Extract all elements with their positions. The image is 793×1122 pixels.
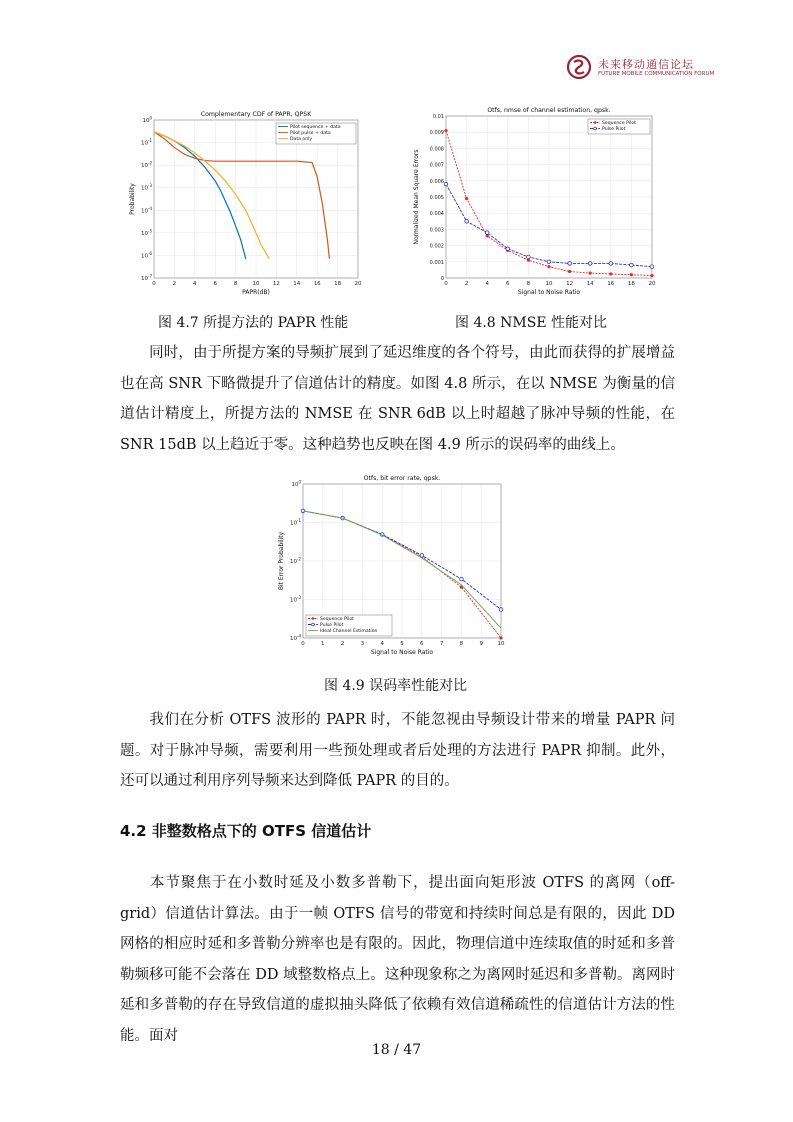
legend-label: Pulse Pilot [320, 623, 344, 628]
x-tick-label: 10 [252, 281, 260, 287]
y-tick-label: $10^{-2}$ [141, 160, 152, 170]
x-tick-label: 0 [152, 281, 156, 287]
x-tick-label: 5 [400, 641, 404, 647]
x-tick-label: 2 [172, 281, 177, 287]
x-tick-label: 18 [334, 281, 342, 287]
x-axis-label: Signal to Noise Ratio [517, 289, 581, 296]
data-point [650, 265, 654, 269]
y-tick-label: $10^{-1}$ [141, 138, 152, 147]
x-tick-label: 4 [380, 641, 384, 647]
y-tick-label: 0.008 [429, 146, 444, 153]
y-tick-label: $10^{-1}$ [290, 518, 301, 527]
legend-label: Data only [290, 137, 313, 142]
data-point [465, 197, 468, 200]
legend-label: Pilot pulse + data [290, 131, 331, 136]
data-point [444, 129, 447, 132]
fig49-caption: 图 4.9 误码率性能对比 [324, 678, 468, 694]
logo-text-cn: 未来移动通信论坛 [598, 58, 694, 71]
x-tick-label: 1 [321, 641, 325, 647]
y-tick-label: $10^{-5}$ [141, 228, 152, 237]
legend-label: Pulse Pilot [602, 127, 626, 132]
y-tick-label: 0.006 [429, 178, 444, 185]
data-point [609, 272, 612, 275]
x-tick-label: 20 [648, 281, 656, 287]
data-point [547, 260, 551, 264]
y-axis-label: Probability [129, 183, 136, 215]
y-tick-label: 0.007 [429, 162, 444, 169]
y-tick-label: $10^{-3}$ [141, 183, 152, 192]
x-tick-label: 0 [301, 641, 305, 647]
y-tick-label: $10^{-2}$ [290, 556, 301, 565]
data-point [485, 231, 489, 235]
x-tick-label: 18 [627, 281, 635, 287]
x-tick-label: 8 [233, 281, 238, 287]
y-tick-label: 0.005 [429, 195, 444, 201]
y-tick-label: $10^{-4}$ [141, 205, 152, 215]
x-axis-label: PAPR(dB) [242, 289, 270, 296]
data-point [444, 182, 448, 186]
y-tick-label: 0.009 [429, 130, 444, 137]
y-tick-label: 0.001 [429, 259, 444, 266]
x-tick-label: 6 [420, 641, 424, 647]
legend-label: Sequence Pilot [602, 121, 636, 126]
x-tick-label: 9 [479, 641, 483, 647]
y-tick-label: 0.003 [429, 227, 444, 234]
y-tick-label: $10^{-4}$ [290, 633, 301, 642]
y-axis-label: Normalized Mean Square Errors [413, 149, 420, 245]
data-point [420, 554, 424, 558]
data-point [568, 262, 572, 266]
x-tick-label: 0 [444, 281, 448, 287]
section-heading: 4.2 非整数格点下的 OTFS 信道估计 [120, 822, 372, 840]
data-point [589, 272, 592, 275]
ber-chart [275, 470, 515, 665]
data-point [527, 255, 531, 259]
data-point [465, 220, 469, 224]
x-tick-label: 4 [193, 281, 197, 287]
y-tick-label: $10^0$ [291, 479, 301, 488]
data-point [499, 608, 503, 612]
x-tick-label: 2 [464, 281, 469, 287]
page-number: 18 / 47 [371, 1042, 422, 1058]
data-point [568, 270, 571, 273]
y-tick-label: 0.002 [429, 243, 444, 250]
legend-marker [312, 623, 315, 626]
x-tick-label: 3 [360, 641, 365, 647]
data-point [630, 273, 633, 276]
x-axis-label: Signal to Noise Ratio [370, 649, 434, 656]
data-point [506, 247, 510, 251]
paragraph-2: 我们在分析 OTFS 波形的 PAPR 时，不能忽视由导频设计带来的增量 PAPR 问题。对于脉冲导频，需要利用一些预处理或者后处理的方法进行 PAPR 抑制。此外，还可以通过利用序列导频来达到降低 PAPR 的目的。 [120, 712, 675, 789]
fig48-caption: 图 4.8 NMSE 性能对比 [455, 315, 608, 331]
x-tick-label: 8 [526, 281, 531, 287]
legend-label: Pilot sequence + data [290, 125, 341, 130]
data-point [609, 262, 613, 266]
y-tick-label: $10^{-3}$ [290, 595, 301, 604]
fig47-caption: 图 4.7 所提方法的 PAPR 性能 [158, 315, 349, 331]
legend-marker [312, 617, 315, 620]
x-tick-label: 6 [213, 281, 217, 287]
data-point [547, 265, 550, 268]
x-tick-label: 7 [439, 641, 444, 647]
x-tick-label: 20 [354, 281, 362, 287]
x-tick-label: 6 [506, 281, 510, 287]
nmse-chart [408, 104, 670, 304]
legend-label: Ideal Channel Estimation [320, 629, 378, 634]
legend-label: Sequence Pilot [320, 617, 354, 622]
x-tick-label: 2 [340, 641, 345, 647]
y-tick-label: 0 [440, 276, 444, 282]
y-tick-label: $10^{-6}$ [141, 250, 152, 260]
x-tick-label: 14 [586, 281, 594, 287]
data-point [460, 577, 464, 581]
x-tick-label: 8 [459, 641, 464, 647]
x-tick-label: 10 [545, 281, 553, 287]
logo-text-en: FUTURE MOBILE COMMUNICATION FORUM [598, 71, 715, 77]
x-tick-label: 10 [497, 641, 505, 647]
y-axis-label: Bit Error Probability [278, 531, 285, 591]
data-point [588, 262, 592, 266]
x-tick-label: 12 [272, 281, 280, 287]
y-tick-label: $10^0$ [142, 115, 152, 124]
y-tick-label: $10^{-7}$ [141, 273, 152, 282]
papr-ccdf-chart [126, 104, 366, 304]
x-tick-label: 16 [607, 281, 615, 287]
chart-title: Complementary CDF of PAPR, QPSK [200, 111, 312, 118]
legend-marker [594, 121, 597, 124]
data-point [630, 263, 634, 267]
chart-title: Otfs, nmse of channel estimation, qpsk. [487, 107, 611, 114]
x-tick-label: 4 [485, 281, 489, 287]
y-tick-label: 0.004 [429, 211, 444, 218]
x-tick-label: 12 [566, 281, 574, 287]
legend-marker [594, 127, 597, 130]
x-tick-label: 14 [293, 281, 301, 287]
x-tick-label: 16 [313, 281, 321, 287]
data-point [650, 274, 653, 277]
data-point [499, 636, 502, 639]
chart-title: Otfs, bit error rate, qpsk. [363, 475, 441, 482]
paragraph-3: 本节聚焦于在小数时延及小数多普勒下，提出面向矩形波 OTFS 的离网（off-grid）信道估计算法。由于一帧 OTFS 信号的带宽和持续时间总是有限的，因此 DD 网格的相应时延和多普勒分辨率也是有限的。因此，物理信道中连续取值的时延和多普勒频移可能不会落在 DD 域整数格点上。这种现象称之为离网时延迟和多普勒。离网时延和多普勒的存在导致信道的虚拟抽头降低了依赖有效信道稀疏性的信道估计方法的性能。面对 [120, 875, 675, 1044]
y-tick-label: 0.01 [432, 114, 444, 120]
paragraph-1: 同时，由于所提方案的导频扩展到了延迟维度的各个符号，由此而获得的扩展增益也在高 SNR 下略微提升了信道估计的精度。如图 4.8 所示，在以 NMSE 为衡量的信道估计精度上，所提方法的 NMSE 在 SNR 6dB 以上时超越了脉冲导频的性能，在 SNR 15dB 以上趋近于零。这种趋势也反映在图 4.9 所示的误码率的曲线上。 [120, 345, 675, 453]
